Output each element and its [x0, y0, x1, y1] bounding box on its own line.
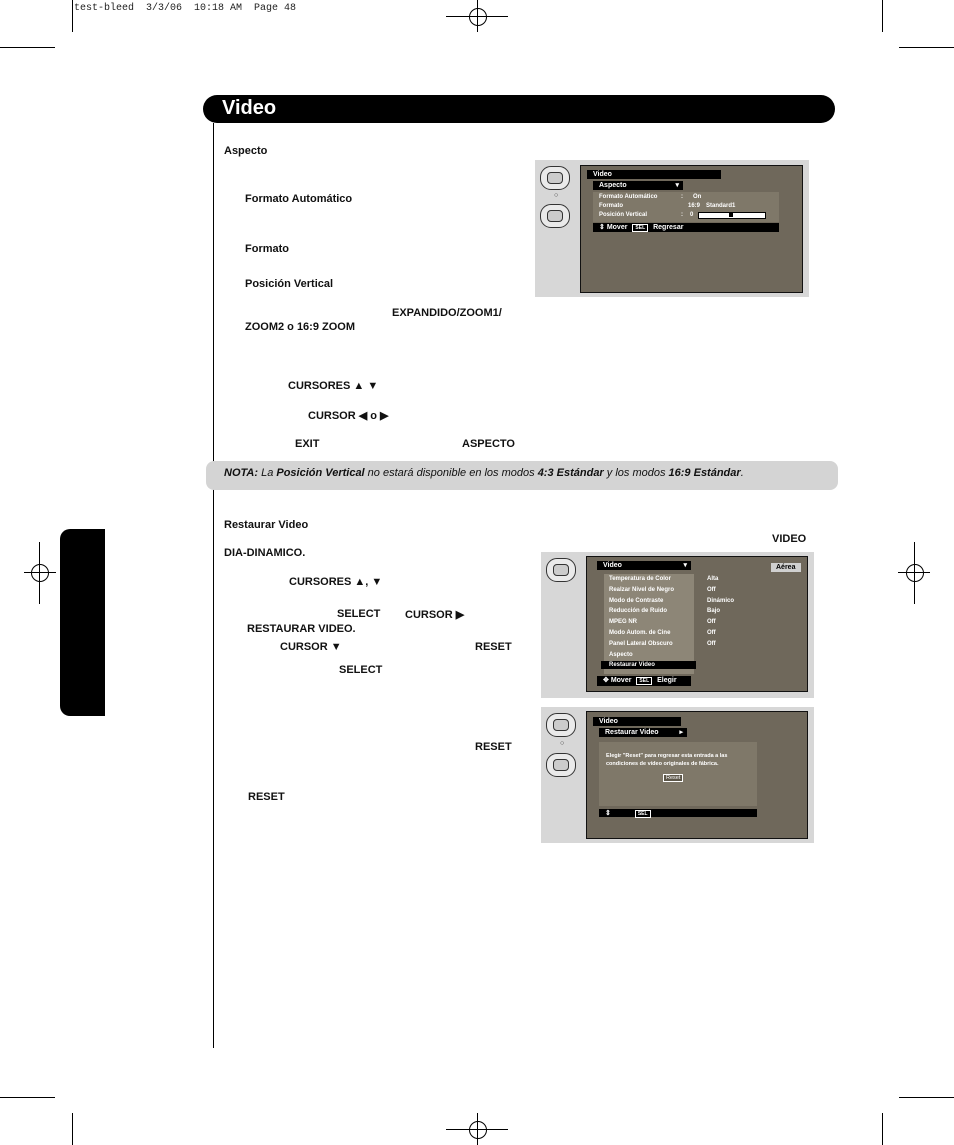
reset-dialog [599, 742, 757, 806]
row-sep: : [681, 212, 683, 218]
label-formato-automatico: Formato Automático [245, 193, 353, 205]
menu-title-bar: Video [593, 717, 681, 726]
menu-item-value: Off [707, 630, 716, 636]
note-part: . [740, 467, 744, 479]
label-aspecto: ASPECTO [462, 438, 515, 450]
note-box [206, 461, 838, 490]
arrows-icon: ✥ [603, 677, 609, 684]
label-dia-dinamico: DIA-DINAMICO. [224, 547, 306, 559]
label-cursores: CURSORES ▲ ▼ [288, 380, 379, 392]
submenu-bar[interactable] [599, 728, 687, 737]
menu-title-bar[interactable] [597, 561, 691, 570]
screen-panel-video-menu [541, 552, 814, 698]
label-cursor-down: CURSOR ▼ [280, 641, 342, 653]
label-cursor: CURSOR ◀ o ▶ [308, 410, 389, 422]
label-expandido: EXPANDIDO/ZOOM1/ [392, 307, 502, 319]
remote-cursor-icon [546, 558, 576, 582]
menu-footer [597, 676, 691, 686]
label-cursor-right: CURSOR ▶ [405, 609, 465, 621]
menu-item[interactable]: Realzar Nivel de Negro [609, 586, 675, 593]
note-label: NOTA: [224, 467, 259, 479]
label-reset-3: RESET [248, 791, 285, 803]
row-value: 0 [690, 212, 694, 218]
menu-item[interactable]: Temperatura de Color [609, 576, 671, 582]
print-slug: test-bleed 3/3/06 10:18 AM Page 48 [74, 3, 297, 14]
footer-move: Mover [606, 224, 628, 231]
label-exit: EXIT [295, 438, 320, 450]
menu-item-value: Off [707, 619, 716, 626]
sel-icon: SEL [636, 677, 652, 685]
submenu-label: Aspecto [599, 182, 627, 189]
row-label[interactable]: Formato [599, 203, 623, 209]
menu-item[interactable]: MPEG NR [609, 619, 638, 626]
crop-mark [882, 1113, 883, 1145]
note-part: La [258, 467, 277, 479]
tv-screen [586, 556, 808, 692]
sel-icon: SEL [632, 224, 648, 232]
crop-mark [899, 1097, 954, 1098]
registration-circle [31, 564, 49, 582]
remote-o-icon: ○ [554, 192, 559, 199]
menu-item-value: Bajo [707, 608, 721, 615]
menu-title-bar: Video [587, 170, 721, 179]
section-heading-restaurar: Restaurar Video [224, 519, 309, 531]
menu-item[interactable]: Aspecto [609, 651, 633, 658]
menu-item-value: Alta [707, 576, 719, 582]
label-reset-1: RESET [475, 641, 512, 653]
label-zoom2: ZOOM2 o 16:9 ZOOM [245, 321, 356, 333]
tv-screen [586, 711, 808, 839]
row-label[interactable]: Posición Vertical [599, 212, 648, 218]
label-select-1: SELECT [337, 608, 381, 620]
menu-item-value: Dinámico [707, 597, 735, 604]
screen-panel-reset [541, 707, 814, 843]
screen-panel-aspecto [535, 160, 809, 297]
note-bold: 4:3 Estándar [537, 467, 604, 479]
row-sep: 16:9 [688, 203, 701, 209]
remote-cursor-icon [540, 204, 570, 228]
section-heading-aspecto: Aspecto [224, 145, 268, 157]
crop-mark [0, 1097, 55, 1098]
submenu-bar[interactable] [593, 181, 683, 190]
label-video: VIDEO [772, 533, 807, 545]
dropdown-arrow-icon: ▾ [675, 182, 679, 189]
side-tab [60, 529, 105, 716]
menu-item-value: Off [707, 640, 716, 647]
menu-item[interactable]: Modo Autom. de Cine [609, 630, 671, 636]
row-value: On [693, 194, 702, 200]
page-title-bar [203, 95, 835, 123]
note-bold: Posición Vertical [276, 467, 365, 479]
reset-button[interactable]: Reset [663, 774, 683, 782]
registration-circle [906, 564, 924, 582]
registration-circle [469, 1121, 487, 1139]
menu-item[interactable]: Restaurar Video [601, 661, 696, 669]
row-sep: : [681, 194, 683, 200]
label-cursores-2: CURSORES ▲, ▼ [289, 576, 383, 588]
crop-mark [72, 1113, 73, 1145]
arrow-right-icon: ▸ [679, 729, 683, 736]
label-select-2: SELECT [339, 664, 383, 676]
menu-footer [599, 809, 757, 817]
reset-message: Elegir "Reset" para regresar esta entrada a las condiciones de vídeo originales de fábrica. [606, 753, 728, 767]
footer-move: Mover [610, 677, 632, 684]
menu-footer [593, 223, 779, 232]
margin-rule [213, 123, 214, 1048]
crop-mark [0, 47, 55, 48]
row-value: Standard1 [706, 203, 736, 209]
crop-mark [72, 0, 73, 32]
input-badge: Aérea [771, 563, 801, 572]
registration-circle [469, 8, 487, 26]
submenu-label: Restaurar Video [605, 729, 659, 736]
up-down-icon: ⇕ [599, 224, 605, 231]
sel-icon: SEL [635, 810, 651, 818]
label-formato: Formato [245, 243, 289, 255]
menu-item[interactable]: Panel Lateral Obscuro [609, 640, 673, 647]
page-title: Video [222, 97, 277, 119]
footer-back: Regresar [653, 224, 684, 231]
remote-button-icon [546, 713, 576, 737]
up-down-icon: ⇕ [605, 810, 611, 817]
label-reset-2: RESET [475, 741, 512, 753]
crop-mark [882, 0, 883, 32]
crop-mark [899, 47, 954, 48]
remote-cursor-icon [546, 753, 576, 777]
vertical-position-slider[interactable] [698, 212, 766, 219]
menu-title: Video [603, 562, 622, 569]
remote-o-icon: ○ [560, 740, 565, 747]
note-bold: 16:9 Estándar [668, 467, 741, 479]
dropdown-arrow-icon: ▾ [683, 562, 687, 569]
label-restaurar-video: RESTAURAR VIDEO. [247, 623, 356, 635]
label-posicion-vertical: Posición Vertical [245, 278, 334, 290]
note-text [224, 467, 744, 479]
row-label[interactable]: Formato Automático [599, 194, 658, 200]
note-part: y los modos [603, 467, 669, 479]
menu-item[interactable]: Modo de Contraste [609, 597, 664, 604]
remote-button-icon [540, 166, 570, 190]
note-part: no estará disponible en los modos [364, 467, 538, 479]
slider-knob[interactable] [729, 212, 733, 217]
menu-item[interactable]: Reducción de Ruido [609, 608, 668, 615]
tv-screen [580, 165, 803, 293]
menu-item-value: Off [707, 586, 716, 593]
footer-choose: Elegir [657, 677, 677, 684]
